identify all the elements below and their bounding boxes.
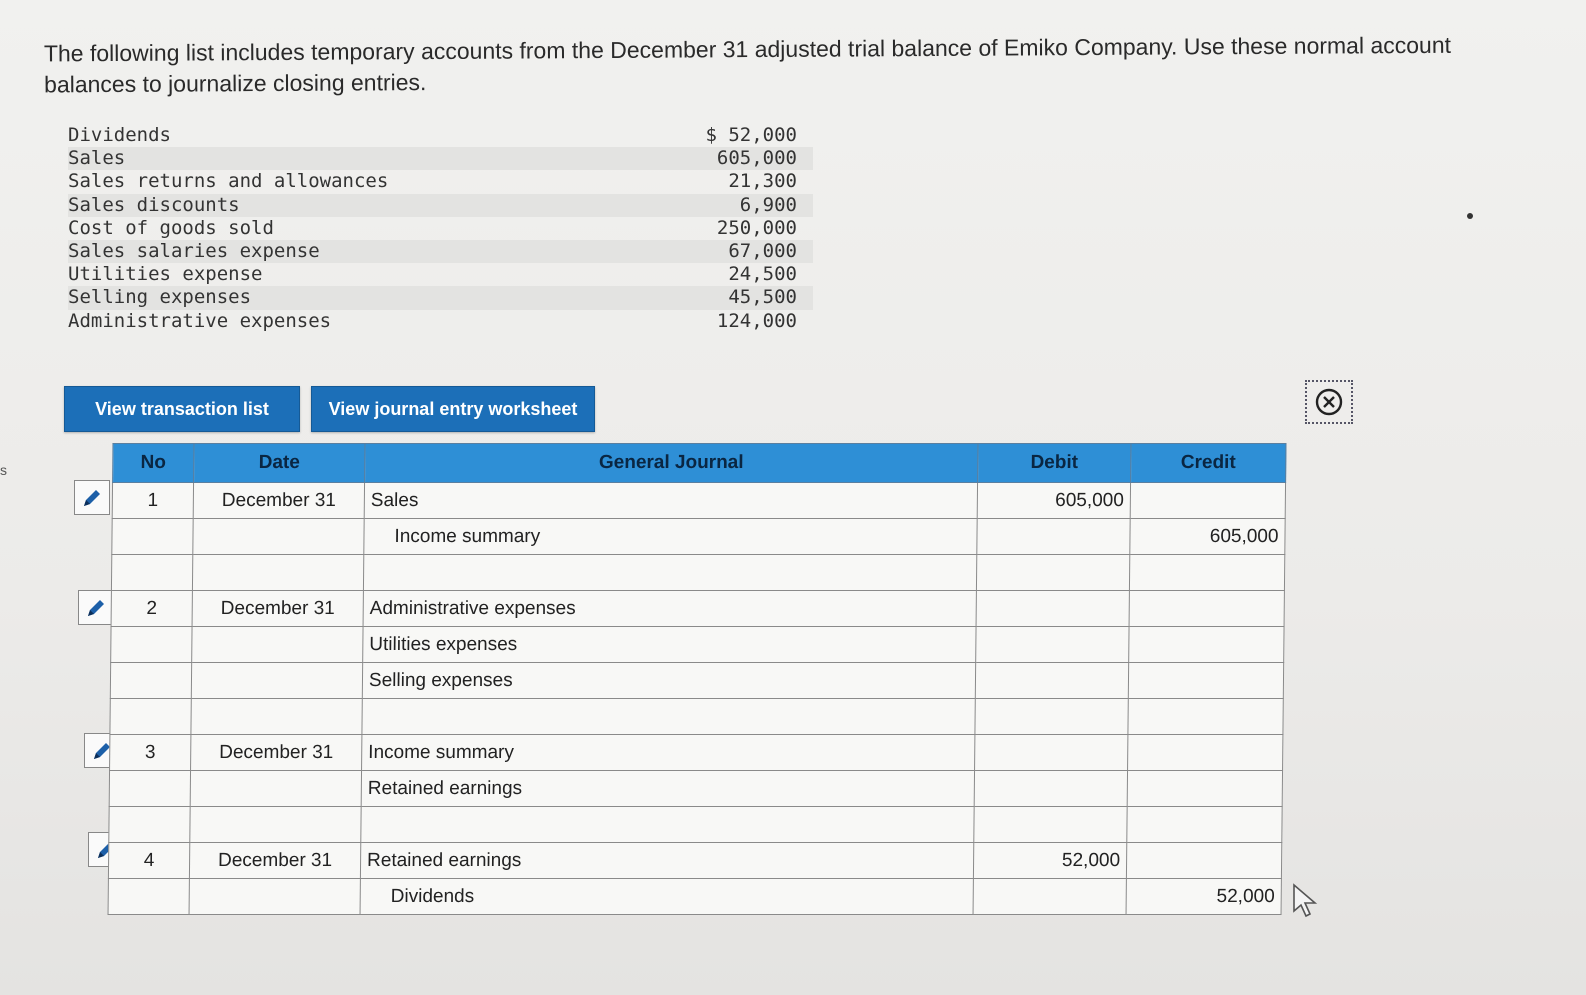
account-cell[interactable] — [362, 699, 975, 735]
account-amount: 67,000 — [728, 239, 797, 262]
account-name: Utilities expense — [68, 263, 263, 286]
entry-no — [109, 807, 190, 843]
journal-header-row — [113, 444, 1286, 483]
table-row — [111, 591, 1284, 627]
debit-cell[interactable]: 52,000 — [973, 843, 1126, 879]
table-row — [111, 555, 1284, 591]
entry-date: December 31 — [192, 591, 363, 627]
entry-no — [109, 771, 190, 807]
credit-cell[interactable] — [1129, 627, 1284, 663]
table-row — [108, 843, 1281, 879]
account-cell[interactable] — [363, 555, 976, 591]
account-cell[interactable]: Dividends — [360, 879, 973, 915]
debit-cell[interactable] — [975, 735, 1128, 771]
entry-no — [110, 663, 191, 699]
account-name: Sales returns and allowances — [68, 170, 389, 193]
entry-no — [111, 627, 192, 663]
trial-balance-list — [68, 124, 813, 333]
pencil-icon — [81, 487, 103, 509]
table-row — [110, 735, 1283, 771]
account-cell[interactable]: Administrative expenses — [363, 591, 976, 627]
entry-date: December 31 — [189, 843, 360, 879]
table-row — [110, 699, 1283, 735]
account-row — [68, 263, 813, 286]
debit-cell[interactable] — [976, 591, 1129, 627]
header-general-journal: General Journal — [365, 444, 978, 483]
table-row — [109, 771, 1282, 807]
debit-cell[interactable] — [973, 879, 1126, 915]
problem-instructions: The following list includes temporary accounts from the December 31 adjusted trial balance of Emiko Company. Use these normal account balances to journalize closing entries. — [43, 31, 1452, 98]
header-date: Date — [194, 444, 365, 483]
account-row — [68, 170, 813, 193]
account-name: Sales salaries expense — [68, 239, 320, 262]
credit-cell[interactable]: 52,000 — [1126, 879, 1281, 915]
credit-cell[interactable] — [1127, 771, 1282, 807]
entry-date — [189, 879, 360, 915]
account-name: Administrative expenses — [68, 309, 332, 332]
stray-dot — [1467, 213, 1473, 219]
account-amount: 124,000 — [716, 309, 797, 332]
entry-date — [192, 627, 363, 663]
entry-date: December 31 — [191, 735, 362, 771]
account-amount: $ 52,000 — [705, 124, 797, 146]
debit-cell[interactable] — [977, 519, 1130, 555]
close-button[interactable] — [1305, 380, 1353, 424]
entry-date — [190, 807, 361, 843]
header-debit: Debit — [978, 444, 1131, 483]
account-name: Cost of goods sold — [68, 216, 274, 239]
account-row — [68, 194, 813, 217]
account-amount: 45,500 — [728, 286, 797, 309]
account-cell[interactable]: Retained earnings — [361, 771, 974, 807]
account-name: Dividends — [68, 124, 171, 146]
edge-marker: s — [0, 462, 7, 478]
account-amount: 250,000 — [716, 216, 797, 239]
debit-cell[interactable] — [975, 699, 1128, 735]
account-cell[interactable]: Utilities expenses — [363, 627, 976, 663]
entry-date — [192, 555, 363, 591]
table-row — [112, 483, 1285, 519]
pencil-icon — [85, 597, 107, 619]
debit-cell[interactable] — [976, 555, 1129, 591]
edit-entry-1-button[interactable] — [74, 480, 110, 515]
mouse-pointer-icon — [1292, 883, 1320, 919]
credit-cell[interactable] — [1130, 483, 1285, 519]
table-row — [112, 519, 1285, 555]
account-name: Sales — [68, 147, 126, 170]
debit-cell[interactable] — [974, 807, 1127, 843]
debit-cell[interactable] — [974, 771, 1127, 807]
debit-cell[interactable]: 605,000 — [977, 483, 1130, 519]
account-amount: 24,500 — [728, 263, 797, 286]
entry-no: 2 — [111, 591, 192, 627]
credit-cell[interactable] — [1126, 843, 1281, 879]
account-name: Sales discounts — [68, 193, 240, 216]
debit-cell[interactable] — [975, 663, 1128, 699]
credit-cell[interactable] — [1129, 591, 1284, 627]
view-journal-worksheet-button[interactable]: View journal entry worksheet — [311, 386, 595, 432]
credit-cell[interactable] — [1128, 735, 1283, 771]
account-row — [68, 124, 813, 147]
account-amount: 605,000 — [716, 147, 797, 170]
entry-date — [191, 663, 362, 699]
table-row — [110, 663, 1283, 699]
account-row — [68, 240, 813, 263]
credit-cell[interactable] — [1129, 555, 1284, 591]
table-row — [108, 879, 1281, 915]
entry-no — [108, 879, 189, 915]
entry-no: 1 — [112, 483, 193, 519]
entry-no — [111, 555, 192, 591]
credit-cell[interactable] — [1128, 663, 1283, 699]
account-cell[interactable]: Income summary — [362, 735, 975, 771]
table-row — [111, 627, 1284, 663]
account-row — [68, 310, 813, 333]
entry-date — [193, 519, 364, 555]
debit-cell[interactable] — [976, 627, 1129, 663]
account-name: Selling expenses — [68, 286, 252, 309]
account-cell[interactable]: Selling expenses — [362, 663, 975, 699]
credit-cell[interactable] — [1128, 699, 1283, 735]
table-row — [109, 807, 1282, 843]
entry-no — [110, 699, 191, 735]
edit-entry-2-button[interactable] — [78, 590, 114, 625]
header-credit: Credit — [1131, 444, 1286, 483]
account-cell[interactable]: Sales — [364, 483, 977, 519]
entry-date: December 31 — [193, 483, 364, 519]
account-row — [68, 217, 813, 240]
entry-no: 4 — [108, 843, 189, 879]
entry-date — [191, 699, 362, 735]
credit-cell[interactable]: 605,000 — [1130, 519, 1285, 555]
view-transaction-list-button[interactable]: View transaction list — [64, 386, 300, 432]
account-amount: 6,900 — [739, 193, 797, 216]
entry-date — [190, 771, 361, 807]
entry-no — [112, 519, 193, 555]
header-no: No — [113, 444, 194, 483]
general-journal-table — [108, 443, 1287, 915]
credit-cell[interactable] — [1127, 807, 1282, 843]
entry-no: 3 — [110, 735, 191, 771]
close-circle-icon — [1314, 387, 1344, 417]
account-cell[interactable]: Income summary — [364, 519, 977, 555]
account-cell[interactable] — [361, 807, 974, 843]
account-row — [68, 147, 813, 170]
account-amount: 21,300 — [728, 170, 797, 193]
account-cell[interactable]: Retained earnings — [360, 843, 973, 879]
account-row — [68, 286, 813, 309]
